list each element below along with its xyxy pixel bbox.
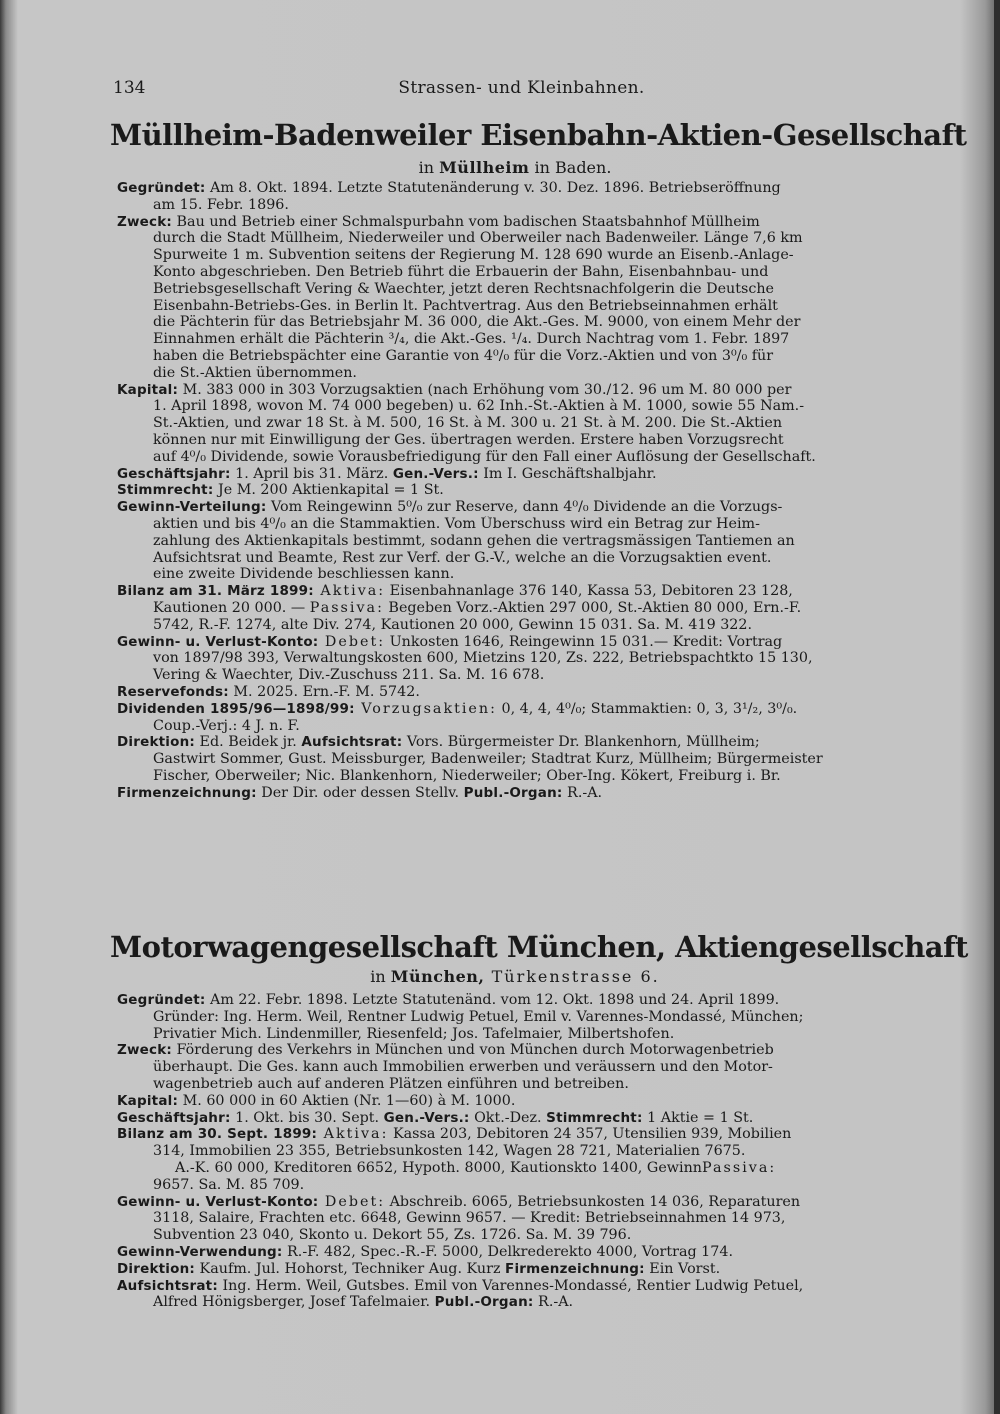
entry-text: Coup.-Verj.: 4 J. n. F. bbox=[153, 717, 300, 734]
entry-text: wagenbetrieb auch auf anderen Plätzen einführen und betreiben. bbox=[153, 1075, 629, 1092]
entry-text: Konto abgeschrieben. Den Betrieb führt die Erbauerin der Bahn, Eisenbahnbau- und bbox=[153, 263, 769, 280]
text-line bbox=[117, 230, 939, 247]
entry-text: können nur mit Einwilligung der Ges. übertragen werden. Erstere haben Vorzugsrecht bbox=[153, 431, 784, 448]
text-line bbox=[117, 1227, 939, 1244]
text-line bbox=[117, 264, 939, 281]
entry-label: Zweck: bbox=[117, 1042, 172, 1059]
text-line bbox=[117, 247, 939, 264]
spaced-term: Vorzugsaktien: bbox=[354, 700, 497, 717]
entry-label: Aufsichtsrat: bbox=[117, 1277, 218, 1294]
entry-text: A.-K. 60 000, Kreditoren 6652, Hypoth. 8000, Kautionskto 1400, Gewinn bbox=[175, 1159, 703, 1176]
entry-text: Vering & Waechter, Div.-Zuschuss 211. Sa. M. 16 678. bbox=[153, 667, 545, 684]
page-number: 134 bbox=[113, 78, 146, 98]
entry-text: 5742, R.-F. 1274, alte Div. 274, Kautionen 20 000, Gewinn 15 031. Sa. M. 419 322. bbox=[153, 616, 753, 633]
entry-label: Aufsichtsrat: bbox=[301, 734, 403, 751]
running-head bbox=[113, 78, 930, 102]
entry-text: Vors. Bürgermeister Dr. Blankenhorn, Müllheim; bbox=[402, 734, 760, 751]
entry-text: Abschreib. 6065, Betriebsunkosten 14 036, Reparaturen bbox=[385, 1193, 801, 1210]
entry-label: Gewinn-Verwendung: bbox=[117, 1243, 283, 1260]
text-line bbox=[117, 466, 939, 483]
entry-label: Publ.-Organ: bbox=[434, 1294, 534, 1311]
entry-text: Im I. Geschäftshalbjahr. bbox=[478, 465, 657, 482]
text-line bbox=[117, 734, 939, 751]
text-line bbox=[117, 1261, 939, 1278]
entry-text: 1. April 1898, wovon M. 74 000 begeben) u. 62 Inh.-St.-Aktien à M. 1000, sowie 55 Nam.- bbox=[153, 398, 805, 415]
entry-text: Privatier Mich. Lindenmiller, Riesenfeld; Jos. Tafelmaier, Milbertshofen. bbox=[153, 1025, 675, 1042]
entry-label: Gewinn-Verteilung: bbox=[117, 499, 267, 516]
spaced-term: Debet: bbox=[318, 633, 386, 650]
spaced-term: Passiva: bbox=[702, 1159, 777, 1176]
entry-text: Unkosten 1646, Reingewinn 15 031.— Kredit: Vortrag bbox=[385, 633, 783, 650]
entry-text: zahlung des Aktienkapitals bestimmt, sodann gehen die vertragsmässigen Tantiemen an bbox=[153, 532, 795, 549]
entry-label: Geschäftsjahr: bbox=[117, 465, 231, 482]
text-line bbox=[117, 1110, 939, 1127]
entry-text: St.-Aktien, und zwar 18 St. à M. 500, 16 St. à M. 300 u. 21 St. à M. 200. Die St.-Aktien bbox=[153, 415, 783, 432]
text-line bbox=[117, 1093, 939, 1110]
text-line bbox=[117, 482, 939, 499]
text-line bbox=[117, 1210, 939, 1227]
text-line bbox=[117, 348, 939, 365]
entry-label: Bilanz am 30. Sept. 1899: bbox=[117, 1126, 318, 1143]
entry-text: Alfred Hönigsberger, Josef Tafelmaier. bbox=[153, 1294, 435, 1311]
entry-text: Aufsichtsrat und Beamte, Rest zur Verf. der G.-V., welche an die Vorzugsaktien event. bbox=[153, 549, 772, 566]
entry-text: die Pächterin für das Betriebsjahr M. 36 000, die Akt.-Ges. M. 9000, von einem Mehr der bbox=[153, 314, 801, 331]
entry-text: aktien und bis 4⁰/₀ an die Stammaktien. Vom Überschuss wird ein Betrag zur Heim- bbox=[153, 515, 760, 532]
entry-label: Direktion: bbox=[117, 1260, 195, 1277]
entry-label: Gegründet: bbox=[117, 992, 206, 1008]
text-line bbox=[117, 701, 939, 718]
entry-text: Kautionen 20 000. — bbox=[153, 599, 310, 616]
entry-text: haben die Betriebspächter eine Garantie von 4⁰/₀ für die Vorz.-Aktien und von 3⁰/₀ für bbox=[153, 347, 774, 364]
section-subtitle: in München, Türkenstrasse 6. bbox=[370, 967, 660, 986]
entry-text: Förderung des Verkehrs in München und von München durch Motorwagenbetrieb bbox=[172, 1042, 774, 1059]
spaced-term: Aktiva: bbox=[317, 1126, 389, 1143]
entry-label: Publ.-Organ: bbox=[463, 784, 563, 801]
entry-text: Gastwirt Sommer, Gust. Meissburger, Badenweiler; Stadtrat Kurz, Müllheim; Bürgermeister bbox=[153, 751, 823, 768]
text-line bbox=[117, 617, 939, 634]
text-line bbox=[117, 785, 939, 802]
place-name: München, bbox=[390, 967, 485, 986]
entry-label: Zweck: bbox=[117, 213, 172, 230]
entry-label: Firmenzeichnung: bbox=[505, 1260, 645, 1277]
entry-text: eine zweite Dividende beschliessen kann. bbox=[153, 566, 455, 583]
text-line bbox=[117, 1143, 939, 1160]
text-line bbox=[117, 1160, 939, 1177]
text-line bbox=[117, 650, 939, 667]
entry-text: am 15. Febr. 1896. bbox=[153, 196, 289, 213]
place-name: Müllheim bbox=[439, 158, 530, 177]
text-line bbox=[117, 432, 939, 449]
text-line bbox=[117, 684, 939, 701]
entry-text: Eisenbahn-Betriebs-Ges. in Berlin lt. Pachtvertrag. Aus den Betriebseinnahmen erhält bbox=[153, 297, 778, 314]
entry-text: Kaufm. Jul. Hohorst, Techniker Aug. Kurz bbox=[195, 1260, 506, 1277]
entry-text: überhaupt. Die Ges. kann auch Immobilien erwerben und veräussern und den Motor- bbox=[153, 1059, 773, 1076]
text-line bbox=[117, 1059, 939, 1076]
entry-text: Eisenbahnanlage 376 140, Kassa 53, Debitoren 23 128, bbox=[385, 583, 793, 600]
text-line bbox=[117, 365, 939, 382]
entry-text: Bau und Betrieb einer Schmalspurbahn vom badischen Staatsbahnhof Müllheim bbox=[172, 213, 760, 230]
text-line bbox=[117, 583, 939, 600]
text-line bbox=[117, 281, 939, 298]
text-line bbox=[117, 566, 939, 583]
entry-label: Dividenden 1895/96—1898/99: bbox=[117, 700, 355, 717]
spaced-term: Aktiva: bbox=[313, 583, 386, 600]
entry-text: Subvention 23 040, Skonto u. Dekort 55, Zs. 1726. Sa. M. 39 796. bbox=[153, 1227, 632, 1244]
entry-label: Kapital: bbox=[117, 381, 179, 398]
entry-text: M. 2025. Ern.-F. M. 5742. bbox=[228, 683, 420, 700]
entry-label: Direktion: bbox=[117, 734, 195, 751]
entry-text: 3118, Salaire, Frachten etc. 6648, Gewinn 9657. — Kredit: Betriebseinnahmen 14 973, bbox=[153, 1210, 786, 1227]
text-line bbox=[117, 516, 939, 533]
entry-text: 9657. Sa. M. 85 709. bbox=[153, 1176, 305, 1193]
entry-label: Stimmrecht: bbox=[117, 482, 214, 499]
entry-text: Fischer, Oberweiler; Nic. Blankenhorn, Niederweiler; Ober-Ing. Kökert, Freiburg i. Br. bbox=[153, 767, 781, 784]
entry-text: 1. April bis 31. März. bbox=[230, 465, 393, 482]
text-line bbox=[117, 1177, 939, 1194]
text-line bbox=[117, 751, 939, 768]
entry-label: Reservefonds: bbox=[117, 683, 229, 700]
entry-label: Bilanz am 31. März 1899: bbox=[117, 583, 314, 600]
text-line bbox=[117, 382, 939, 399]
entry-text: Einnahmen erhält die Pächterin ³/₄, die Akt.-Ges. ¹/₄. Durch Nachtrag vom 1. Febr. 1897 bbox=[153, 331, 790, 348]
spaced-term: Passiva: bbox=[309, 599, 384, 616]
text-line bbox=[117, 600, 939, 617]
entry-text: auf 4⁰/₀ Dividende, sowie Vorausbefriedigung für den Fall einer Auflösung der Gesellschaft. bbox=[153, 448, 816, 465]
entry-text: 314, Immobilien 23 355, Betriebsunkosten 142, Wagen 28 721, Materialien 7675. bbox=[153, 1143, 746, 1160]
running-title: Strassen- und Kleinbahnen. bbox=[398, 78, 645, 98]
entry-text: Kassa 203, Debitoren 24 357, Utensilien 939, Mobilien bbox=[388, 1126, 792, 1143]
text-line bbox=[117, 449, 939, 466]
text-line bbox=[117, 1194, 939, 1211]
text-line bbox=[117, 533, 939, 550]
entry-text: 1. Okt. bis 30. Sept. bbox=[230, 1109, 384, 1126]
entry-label: Stimmrecht: bbox=[546, 1109, 643, 1126]
text-line bbox=[117, 1042, 939, 1059]
text-line bbox=[117, 298, 939, 315]
entry-label: Geschäftsjahr: bbox=[117, 1109, 231, 1126]
text-line bbox=[117, 667, 939, 684]
text-line bbox=[117, 1126, 939, 1143]
text-line bbox=[117, 718, 939, 735]
section-title: Müllheim-Badenweiler Eisenbahn-Aktien-Gesellschaft bbox=[110, 118, 967, 152]
text-line bbox=[117, 1026, 939, 1043]
entry-text: Am 8. Okt. 1894. Letzte Statutenänderung v. 30. Dez. 1896. Betriebseröffnung bbox=[205, 180, 781, 196]
section-title: Motorwagengesellschaft München, Aktiengesellschaft bbox=[110, 930, 968, 964]
entry-text: Vom Reingewinn 5⁰/₀ zur Reserve, dann 4⁰/₀ Dividende an die Vorzugs- bbox=[266, 499, 783, 516]
text-line bbox=[117, 1076, 939, 1093]
text-line bbox=[117, 314, 939, 331]
text-line bbox=[117, 550, 939, 567]
text-line bbox=[117, 1009, 939, 1026]
section-body bbox=[117, 992, 939, 1311]
entry-text: Spurweite 1 m. Subvention seitens der Regierung M. 128 690 wurde an Eisenb.-Anlage- bbox=[153, 247, 794, 264]
entry-text: Ed. Beidek jr. bbox=[195, 734, 302, 751]
entry-label: Firmenzeichnung: bbox=[117, 784, 257, 801]
entry-text: durch die Stadt Müllheim, Niederweiler und Oberweiler nach Badenweiler. Länge 7,6 km bbox=[153, 230, 803, 247]
text-line bbox=[117, 180, 939, 197]
entry-label: Gen.-Vers.: bbox=[392, 465, 479, 482]
entry-label: Gen.-Vers.: bbox=[383, 1109, 470, 1126]
entry-text: die St.-Aktien übernommen. bbox=[153, 364, 357, 381]
text-line bbox=[117, 398, 939, 415]
entry-label: Gegründet: bbox=[117, 180, 206, 196]
entry-text: Gründer: Ing. Herm. Weil, Rentner Ludwig Petuel, Emil v. Varennes-Mondassé, München; bbox=[153, 1008, 804, 1025]
entry-text: Ein Vorst. bbox=[644, 1260, 721, 1277]
entry-label: Gewinn- u. Verlust-Konto: bbox=[117, 633, 319, 650]
text-line bbox=[117, 1294, 939, 1311]
entry-text: Ing. Herm. Weil, Gutsbes. Emil von Varennes-Mondassé, Rentier Ludwig Petuel, bbox=[217, 1277, 804, 1294]
text-line bbox=[117, 499, 939, 516]
entry-text: Begeben Vorz.-Aktien 297 000, St.-Aktien 80 000, Ern.-F. bbox=[383, 599, 802, 616]
text-line bbox=[117, 992, 939, 1009]
entry-text: von 1897/98 393, Verwaltungskosten 600, Mietzins 120, Zs. 222, Betriebspachtkto 15 130, bbox=[153, 650, 813, 667]
entry-text: Okt.-Dez. bbox=[469, 1109, 547, 1126]
entry-label: Gewinn- u. Verlust-Konto: bbox=[117, 1193, 319, 1210]
entry-text: M. 60 000 in 60 Aktien (Nr. 1—60) à M. 1000. bbox=[178, 1092, 516, 1109]
entry-text: Betriebsgesellschaft Vering & Waechter, jetzt deren Rechtsnachfolgerin die Deutsche bbox=[153, 280, 774, 297]
text-line bbox=[117, 768, 939, 785]
section-subtitle: in Müllheim in Baden. bbox=[418, 158, 612, 177]
text-line bbox=[117, 1278, 939, 1295]
entry-text: R.-A. bbox=[533, 1294, 574, 1311]
entry-text: R.-A. bbox=[562, 784, 603, 801]
entry-text: 1 Aktie = 1 St. bbox=[642, 1109, 754, 1126]
entry-text: Am 22. Febr. 1898. Letzte Statutenänd. vom 12. Okt. 1898 und 24. April 1899. bbox=[205, 992, 780, 1008]
entry-text: M. 383 000 in 303 Vorzugsaktien (nach Erhöhung vom 30./12. 96 um M. 80 000 per bbox=[178, 381, 792, 398]
text-line bbox=[117, 634, 939, 651]
text-line bbox=[117, 1244, 939, 1261]
text-line bbox=[117, 415, 939, 432]
scan-edge bbox=[994, 0, 1000, 1414]
spaced-term: Debet: bbox=[318, 1193, 386, 1210]
section-body bbox=[117, 180, 939, 801]
text-line bbox=[117, 331, 939, 348]
entry-text: Der Dir. oder dessen Stellv. bbox=[256, 784, 464, 801]
entry-text: Je M. 200 Aktienkapital = 1 St. bbox=[213, 482, 444, 499]
text-line bbox=[117, 214, 939, 231]
entry-text: 0, 4, 4, 4⁰/₀; Stammaktien: 0, 3, 3¹/₂, 3⁰/₀. bbox=[496, 700, 798, 717]
entry-text: R.-F. 482, Spec.-R.-F. 5000, Delkrederekto 4000, Vortrag 174. bbox=[282, 1243, 734, 1260]
entry-label: Kapital: bbox=[117, 1092, 179, 1109]
text-line bbox=[117, 197, 939, 214]
